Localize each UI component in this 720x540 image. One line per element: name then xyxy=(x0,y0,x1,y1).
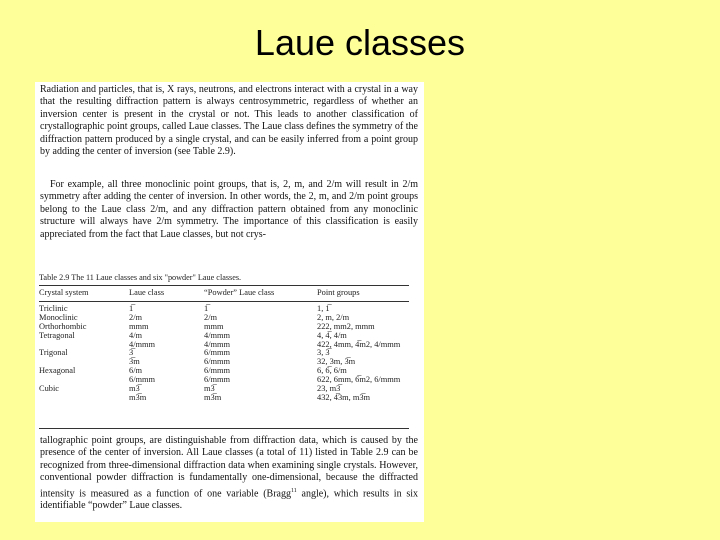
slide-title: Laue classes xyxy=(254,22,466,63)
table-cell: 2, m, 2/m xyxy=(317,312,350,322)
table-cell: 4, 4̅, 4/m xyxy=(317,330,347,340)
table-row xyxy=(39,376,409,385)
table-cell: m3̅ xyxy=(129,384,140,394)
table-cell: 4/mmm xyxy=(204,330,231,340)
table-cell: 222, mm2, mmm xyxy=(317,321,375,331)
table-cell: mmm xyxy=(129,321,149,331)
table-row xyxy=(39,394,409,403)
table-cell: Triclinic xyxy=(39,303,68,313)
table-top-rule xyxy=(39,285,409,286)
table-cell: 1, 1̅ xyxy=(317,303,330,313)
paragraph-2: For example, all three monoclinic point groups, that is, 2, m, and 2/m will result in 2/m symmetry after adding the center of inversion. In other words, the 2, m, and 2/m point groups belong to the Laue class 2/m, and any diffraction pattern obtained from any monoclinic structure will always have 2/m symmetry. The importance of this classification is easily appreciated from the fact that Laue classes, but not crys- xyxy=(40,179,418,240)
table-cell: 6/mmm xyxy=(204,357,231,367)
header-cell: Point groups xyxy=(317,288,360,297)
paragraph-3 xyxy=(40,435,418,513)
table-cell: 23, m3̅ xyxy=(317,384,341,394)
paragraph-3-end: angle), which results in six identifiable “powder” Laue classes. xyxy=(40,487,419,512)
table-cell: 6/mmm xyxy=(129,375,156,385)
table-cell: 6/m xyxy=(129,366,143,376)
footnote-marker: 11 xyxy=(291,487,297,494)
table-cell: 32, 3m, 3̅m xyxy=(317,357,356,367)
table-cell: m3̅m xyxy=(129,392,147,402)
scanned-page xyxy=(35,82,424,522)
table-cell: Trigonal xyxy=(39,348,68,358)
laue-classes-table xyxy=(39,289,409,403)
table-cell: 4/mmm xyxy=(129,339,156,349)
paragraph-1: Radiation and particles, that is, X rays, neutrons, and electrons interact with a crystal in a way that the resulting diffraction pattern is always centrosymmetric, regardless of whether an inversion center is present in the crystal or not. This leads to another classification of crystallographic point groups, called Laue classes. The Laue class defines the symmetry of the diffraction pattern produced by a single crystal, and can be easily inferred from a point group by adding the center of inversion (see Table 2.9). xyxy=(40,84,418,158)
table-cell: 3̅m xyxy=(129,357,140,367)
table-cell: mmm xyxy=(204,321,224,331)
table-cell: 1̅ xyxy=(204,303,209,313)
table-cell: 1̅ xyxy=(129,303,134,313)
table-cell: Hexagonal xyxy=(39,366,76,376)
table-cell: 422, 4mm, 4̅m2, 4/mmm xyxy=(317,339,401,349)
table-cell xyxy=(39,394,129,403)
table-cell: 2/m xyxy=(204,312,218,322)
header-cell: “Powder” Laue class xyxy=(204,288,275,297)
table-cell: Monoclinic xyxy=(39,312,78,322)
table-cell: 3, 3̅ xyxy=(317,348,330,358)
table-cell: 3̅ xyxy=(129,348,134,358)
table-cell: 6/mmm xyxy=(204,375,231,385)
table-cell: 6/mmm xyxy=(204,348,231,358)
table-cell: 432, 4̅3m, m3̅m xyxy=(317,392,371,402)
table-header-row xyxy=(39,289,409,301)
table-cell: 6, 6̅, 6/m xyxy=(317,366,347,376)
table-cell: Cubic xyxy=(39,384,60,394)
table-cell: 4/m xyxy=(129,330,143,340)
table-cell: 622, 6mm, 6̅m2, 6/mmm xyxy=(317,375,401,385)
table-bottom-rule xyxy=(39,428,409,429)
table-cell: Tetragonal xyxy=(39,330,75,340)
table-cell: 2/m xyxy=(129,312,143,322)
header-cell: Laue class xyxy=(129,288,165,297)
table-cell: Orthorhombic xyxy=(39,321,87,331)
table-cell: m3̅m xyxy=(204,392,222,402)
table-cell: 6/mmm xyxy=(204,366,231,376)
header-cell: Crystal system xyxy=(39,288,89,297)
table-caption: Table 2.9 The 11 Laue classes and six "powder" Laue classes. xyxy=(39,273,242,282)
table-row xyxy=(39,305,409,314)
table-cell: m3̅ xyxy=(204,384,215,394)
table-cell: 4/mmm xyxy=(204,339,231,349)
paragraph-3-text: tallographic point groups, are distinguishable from diffraction data, which is caused by the presence of the center of inversion. All Laue classes (a total of 11) listed in Table 2.9 can be recognized from three-dimensional diffraction data when examining single crystals. However, conventional powder diffraction is fundamentally one-dimensional, because the diffracted intensity is measured as a function of one variable (Bragg xyxy=(40,435,418,499)
